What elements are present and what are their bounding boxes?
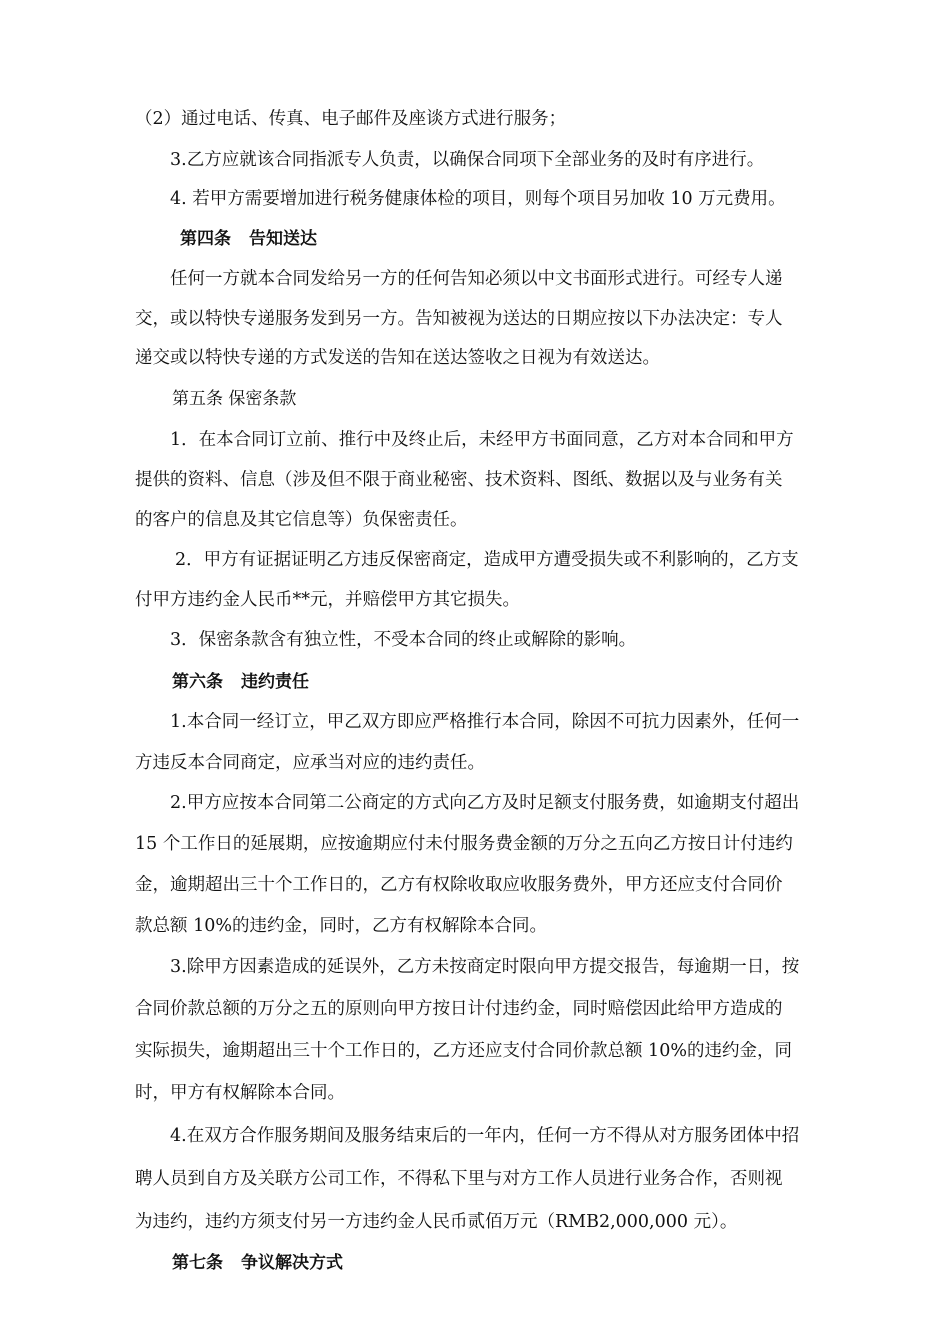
clause-6-item-2-line-4: 款总额 10%的违约金，同时，乙方有权解除本合同。 bbox=[135, 916, 547, 936]
clause-4-line-3: 递交或以特快专递的方式发送的告知在送达签收之日视为有效送达。 bbox=[135, 348, 660, 368]
clause-6-item-2-line-1: 2.甲方应按本合同第二公商定的方式向乙方及时足额支付服务费，如逾期支付超出 bbox=[170, 793, 800, 813]
clause-5-item-3: 3．保密条款含有独立性，不受本合同的终止或解除的影响。 bbox=[170, 630, 637, 650]
clause-6-item-1-line-2: 方违反本合同商定，应承当对应的违约责任。 bbox=[135, 753, 485, 773]
clause-6-item-4-line-3: 为违约，违约方须支付另一方违约金人民币贰佰万元（RMB2,000,000 元）。 bbox=[135, 1212, 738, 1232]
clause-6-item-3-line-1: 3.除甲方因素造成的延误外，乙方未按商定时限向甲方提交报告，每逾期一日，按 bbox=[170, 957, 800, 977]
clause-7-title: 争议解决方式 bbox=[241, 1253, 343, 1273]
clause-4-number: 第四条 bbox=[180, 229, 231, 249]
clause-5-item-2-line-1: 2．甲方有证据证明乙方违反保密商定，造成甲方遭受损失或不利影响的，乙方支 bbox=[175, 550, 799, 570]
clause-6-item-3-line-4: 时，甲方有权解除本合同。 bbox=[135, 1083, 345, 1103]
clause-4-heading bbox=[180, 227, 317, 251]
clause-6-number: 第六条 bbox=[172, 672, 223, 692]
clause-7-number: 第七条 bbox=[172, 1253, 223, 1273]
clause-6-item-4-line-2: 聘人员到自方及关联方公司工作，不得私下里与对方工作人员进行业务合作，否则视 bbox=[135, 1169, 783, 1189]
clause-4-line-2: 交，或以特快专递服务发到另一方。告知被视为送达的日期应按以下办法决定：专人 bbox=[135, 309, 783, 329]
clause-6-item-2-line-3: 金，逾期超出三十个工作日的，乙方有权除收取应收服务费外，甲方还应支付合同价 bbox=[135, 875, 783, 895]
clause-5-item-1-line-2: 提供的资料、信息（涉及但不限于商业秘密、技术资料、图纸、数据以及与业务有关 bbox=[135, 470, 783, 490]
clause-6-item-2-line-2: 15 个工作日的延展期，应按逾期应付未付服务费金额的万分之五向乙方按日计付违约 bbox=[135, 834, 793, 854]
clause-6-item-4-line-1: 4.在双方合作服务期间及服务结束后的一年内，任何一方不得从对方服务团体中招 bbox=[170, 1126, 800, 1146]
clause-5-heading: 第五条 保密条款 bbox=[172, 389, 297, 409]
clause-5-item-1-line-3: 的客户的信息及其它信息等）负保密责任。 bbox=[135, 510, 468, 530]
clause-6-item-1-line-1: 1.本合同一经订立，甲乙双方即应严格推行本合同，除因不可抗力因素外，任何一 bbox=[170, 712, 800, 732]
clause-3-paragraph-4: 4. 若甲方需要增加进行税务健康体检的项目，则每个项目另加收 10 万元费用。 bbox=[170, 189, 786, 209]
clause-4-title: 告知送达 bbox=[249, 229, 317, 249]
clause-3-item-2: （2）通过电话、传真、电子邮件及座谈方式进行服务； bbox=[135, 109, 567, 129]
clause-6-item-3-line-2: 合同价款总额的万分之五的原则向甲方按日计付违约金，同时赔偿因此给甲方造成的 bbox=[135, 999, 783, 1019]
clause-5-item-1-line-1: 1．在本合同订立前、推行中及终止后，未经甲方书面同意，乙方对本合同和甲方 bbox=[170, 430, 794, 450]
clause-6-heading bbox=[172, 670, 309, 694]
clause-6-title: 违约责任 bbox=[241, 672, 309, 692]
clause-7-heading bbox=[172, 1251, 343, 1275]
clause-5-item-2-line-2: 付甲方违约金人民币**元，并赔偿甲方其它损失。 bbox=[135, 590, 520, 610]
clause-4-line-1: 任何一方就本合同发给另一方的任何告知必须以中文书面形式进行。可经专人递 bbox=[170, 269, 783, 289]
clause-3-paragraph-3: 3.乙方应就该合同指派专人负责，以确保合同项下全部业务的及时有序进行。 bbox=[170, 150, 765, 170]
clause-6-item-3-line-3: 实际损失，逾期超出三十个工作日的，乙方还应支付合同价款总额 10%的违约金，同 bbox=[135, 1041, 792, 1061]
